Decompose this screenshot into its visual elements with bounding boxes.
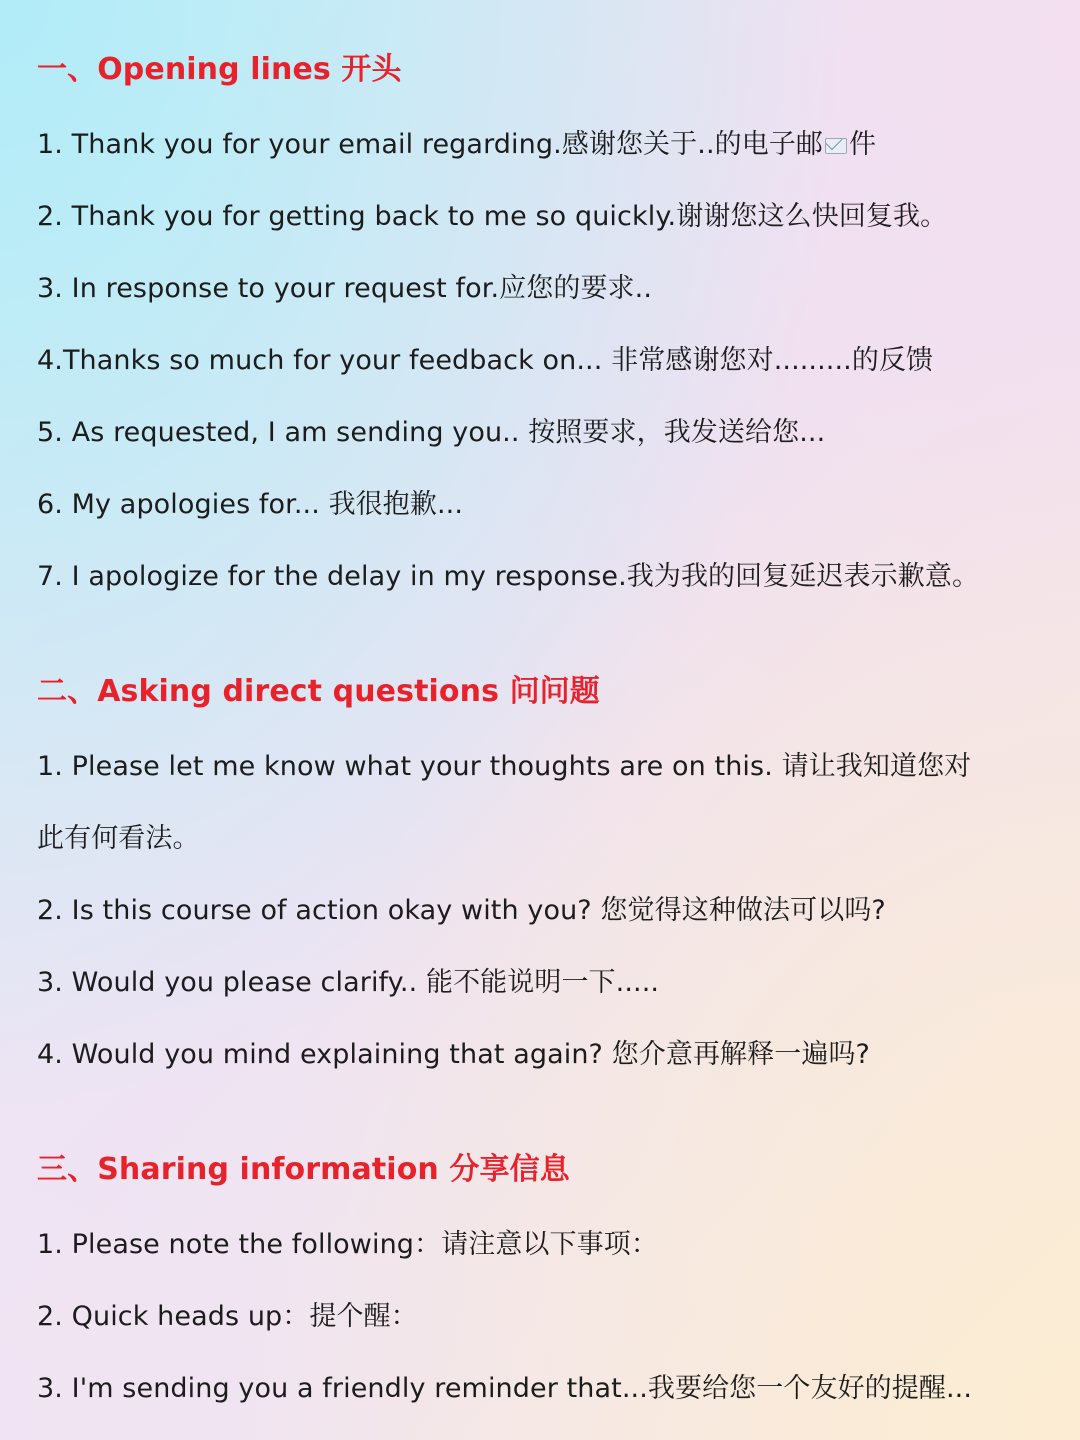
list-item: 6. My apologies for... 我很抱歉... <box>37 489 464 520</box>
list-item: 1. Please let me know what your thoughts are on this. 请让我知道您对 <box>37 751 972 782</box>
list-item: 3. I'm sending you a friendly reminder that...我要给您一个友好的提醒... <box>37 1373 973 1404</box>
section-heading-asking-questions: 二、Asking direct questions 问问题 <box>37 674 600 709</box>
list-item: 4.Thanks so much for your feedback on... 非常感谢您对.........的反馈 <box>37 345 934 376</box>
list-item-text-end: 件 <box>849 129 877 160</box>
list-item-continuation: 此有何看法。 <box>37 823 200 854</box>
list-item: 3. Would you please clarify.. 能不能说明一下..... <box>37 967 660 998</box>
list-item: 5. As requested, I am sending you.. 按照要求，我发送给您... <box>37 417 826 448</box>
list-item: 2. Is this course of action okay with you? 您觉得这种做法可以吗? <box>37 895 886 926</box>
list-item: 1. Please note the following：请注意以下事项： <box>37 1229 658 1260</box>
list-item: 3. In response to your request for.应您的要求.. <box>37 273 653 304</box>
envelope-icon <box>825 138 847 154</box>
list-item: 7. I apologize for the delay in my response.我为我的回复延迟表示歉意。 <box>37 561 980 592</box>
list-item-text: 1. Thank you for your email regarding.感谢您关于..的电子邮 <box>37 129 824 160</box>
section-heading-opening-lines: 一、Opening lines 开头 <box>37 52 402 87</box>
list-item: 4. Would you mind explaining that again? 您介意再解释一遍吗? <box>37 1039 870 1070</box>
list-item <box>37 125 1047 165</box>
list-item: 2. Thank you for getting back to me so quickly.谢谢您这么快回复我。 <box>37 201 948 232</box>
section-heading-sharing-information: 三、Sharing information 分享信息 <box>37 1152 570 1187</box>
list-item: 2. Quick heads up：提个醒： <box>37 1301 418 1332</box>
